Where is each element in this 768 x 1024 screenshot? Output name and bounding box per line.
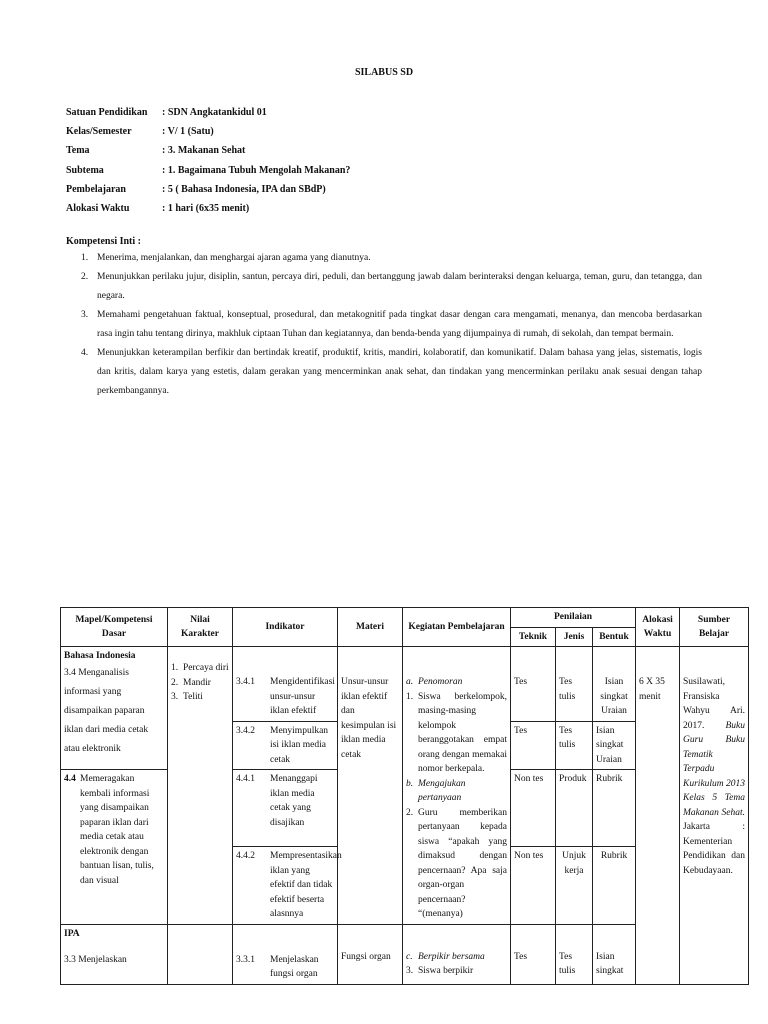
bentuk-cell: Isian singkat Uraian bbox=[593, 721, 636, 770]
list-number: 1. bbox=[171, 663, 179, 673]
table-header-row bbox=[61, 608, 749, 628]
list-number: 3.4.2 bbox=[236, 725, 255, 736]
header-sumber: Sumber Belajar bbox=[680, 608, 749, 647]
list-marker: a. bbox=[406, 677, 414, 687]
list-item bbox=[66, 268, 702, 306]
list-number: 2. bbox=[171, 677, 179, 688]
teknik-cell: Tes bbox=[511, 924, 556, 984]
indikator-cell bbox=[233, 847, 342, 925]
list-marker: b. bbox=[406, 778, 414, 789]
sumber-title: Buku Guru Buku Tematik Terpadu Kurikulum 2013 Kelas 5 Tema Makanan Sehat. bbox=[683, 720, 746, 818]
list-item bbox=[406, 964, 507, 979]
header-nilai: Nilai Karakter bbox=[168, 608, 233, 647]
document-title: SILABUS SD bbox=[354, 67, 414, 78]
list-item bbox=[236, 675, 334, 719]
list-text: Mengajukan pertanyaan bbox=[418, 778, 466, 803]
materi-cell: Unsur-unsur iklan efektif dan kesimpulan isi iklan media cetak bbox=[338, 647, 403, 925]
list-number: 3.3.1 bbox=[236, 954, 255, 965]
identity-label: Alokasi Waktu bbox=[66, 202, 130, 214]
list-item bbox=[66, 344, 702, 401]
list-item bbox=[64, 772, 164, 888]
list-item bbox=[406, 950, 507, 965]
header-teknik: Teknik bbox=[511, 627, 556, 647]
jenis-cell: Tes tulis bbox=[556, 647, 593, 722]
jenis-cell: Unjuk kerja bbox=[556, 847, 593, 925]
alokasi-cell: 6 X 35 menit bbox=[636, 647, 680, 985]
bentuk-cell: Isian singkat bbox=[593, 924, 636, 984]
list-text: Guru memberikan pertanyaan kepada siswa “apakah yang dimaksud dengan pencernaan? Apa saja organ-organ pencernaan? “(menanya) bbox=[418, 807, 507, 919]
kegiatan-cell bbox=[403, 924, 511, 984]
subject-title: Bahasa Indonesia bbox=[64, 651, 136, 661]
header-mapel: Mapel/Kompetensi Dasar bbox=[61, 608, 168, 647]
list-text: Siswa berkelompok, masing-masing kelompok beranggotakan empat orang dengan memakai nomor berkepala. bbox=[418, 691, 507, 774]
ipa-section-cell bbox=[61, 924, 168, 984]
list-number: 4.4.1 bbox=[236, 774, 255, 784]
list-item bbox=[171, 661, 229, 676]
kd-44-cell bbox=[61, 770, 168, 925]
bentuk-cell: Rubrik bbox=[593, 847, 636, 925]
page-edge bbox=[0, 1012, 768, 1024]
list-marker: c. bbox=[406, 951, 413, 962]
identity-label: Tema bbox=[66, 145, 90, 157]
indikator-cell bbox=[233, 647, 338, 722]
jenis-cell: Tes tulis bbox=[556, 721, 593, 770]
list-text: Mempresentasikan iklan yang efektif dan tidak efektif beserta alasnnya bbox=[270, 851, 342, 919]
header-bentuk: Bentuk bbox=[593, 627, 636, 647]
identity-value: : 5 ( Bahasa Indonesia, IPA dan SBdP) bbox=[162, 183, 326, 195]
list-item bbox=[236, 772, 334, 830]
teknik-cell: Tes bbox=[511, 721, 556, 770]
list-item bbox=[236, 953, 334, 982]
sumber-publisher: Jakarta : Kementerian Pendidikan dan Kebudayaan. bbox=[683, 822, 746, 876]
indikator-cell bbox=[233, 924, 338, 984]
identity-label: Kelas/Semester bbox=[66, 126, 132, 138]
identity-label: Subtema bbox=[66, 164, 104, 176]
list-marker: 1. bbox=[406, 691, 414, 702]
list-number: 2. bbox=[81, 272, 89, 282]
kompetensi-inti-list bbox=[66, 249, 702, 401]
header-penilaian: Penilaian bbox=[511, 608, 636, 628]
identity-value: : V/ 1 (Satu) bbox=[162, 126, 214, 138]
list-item bbox=[171, 690, 229, 705]
list-item bbox=[171, 676, 229, 691]
list-item bbox=[406, 777, 507, 806]
teknik-cell: Non tes bbox=[511, 847, 556, 925]
sumber-cell bbox=[680, 647, 749, 985]
list-text: Berpikir bersama bbox=[418, 951, 485, 962]
bentuk-cell: Rubrik bbox=[593, 770, 636, 847]
identity-value: : 1. Bagaimana Tubuh Mengolah Makanan? bbox=[162, 164, 351, 176]
header-alokasi: Alokasi Waktu bbox=[636, 608, 680, 647]
list-item bbox=[66, 249, 702, 268]
list-text: Menjelaskan fungsi organ bbox=[270, 954, 319, 979]
kd-34-cell bbox=[61, 647, 168, 770]
list-number: 3. bbox=[81, 310, 89, 320]
nilai-karakter-cell bbox=[168, 924, 233, 984]
list-text: Mengidentifikasi unsur-unsur iklan efektif bbox=[270, 677, 335, 716]
materi-cell: Fungsi organ bbox=[338, 924, 403, 984]
list-text: Percaya diri bbox=[183, 663, 229, 673]
indikator-cell bbox=[233, 721, 338, 770]
bentuk-cell: Isian singkat Uraian bbox=[593, 647, 636, 722]
jenis-cell: Tes tulis bbox=[556, 924, 593, 984]
list-text: Memahami pengetahuan faktual, konseptual, prosedural, dan metakognitif pada tingkat dasar dengan cara mengamati, menanya, dan mencoba berdasarkan rasa ingin tahu tentang dirinya, makhluk ciptaan Tuhan dan kegiatannya, dan benda-benda yang dijumpainya di rumah, di sekolah, dan tempat bermain. bbox=[97, 310, 702, 339]
identity-value: : 3. Makanan Sehat bbox=[162, 145, 246, 157]
list-text: Memeragakan kembali informasi yang disampaikan paparan iklan dari media cetak atau elektronik dengan bantuan lisan, tulis, dan visual bbox=[80, 774, 154, 886]
teknik-cell: Tes bbox=[511, 647, 556, 722]
list-number: 4.4 bbox=[64, 774, 76, 784]
kd-text: 3.3 Menjelaskan bbox=[64, 955, 127, 965]
syllabus-table bbox=[60, 607, 749, 985]
list-text: Siswa berpikir bbox=[418, 966, 474, 976]
list-item bbox=[406, 806, 507, 922]
kd-text: 3.4 Menganalisis informasi yang disampaikan paparan iklan dari media cetak atau elektronik bbox=[64, 667, 149, 754]
jenis-cell: Produk bbox=[556, 770, 593, 847]
list-text: Menunjukkan perilaku jujur, disiplin, santun, percaya diri, peduli, dan bertanggung jawab dalam berinteraksi dengan keluarga, teman, guru, dan tetangga, dan negara. bbox=[97, 272, 702, 301]
kegiatan-cell bbox=[403, 647, 511, 925]
list-text: Menyimpulkan isi iklan media cetak bbox=[270, 725, 329, 765]
header-materi: Materi bbox=[338, 608, 403, 647]
nilai-karakter-cell bbox=[168, 647, 233, 925]
list-item bbox=[66, 306, 702, 344]
identity-label: Pembelajaran bbox=[66, 183, 126, 195]
header-kegiatan: Kegiatan Pembelajaran bbox=[403, 608, 511, 647]
list-marker: 3. bbox=[406, 966, 414, 976]
header-indikator: Indikator bbox=[233, 608, 338, 647]
table-row bbox=[61, 647, 749, 722]
list-number: 3.4.1 bbox=[236, 677, 255, 687]
header-jenis: Jenis bbox=[556, 627, 593, 647]
indikator-cell bbox=[233, 770, 338, 847]
list-text: Menerima, menjalankan, dan menghargai ajaran agama yang dianutnya. bbox=[97, 253, 371, 263]
subject-title: IPA bbox=[64, 928, 80, 939]
list-marker: 2. bbox=[406, 807, 414, 818]
sumber-author: Susilawati, Fransiska Wahyu Ari. 2017. bbox=[683, 677, 746, 731]
kompetensi-inti-title: Kompetensi Inti : bbox=[66, 236, 141, 247]
list-number: 4. bbox=[81, 348, 89, 358]
identity-value: : 1 hari (6x35 menit) bbox=[162, 202, 250, 214]
list-number: 4.4.2 bbox=[236, 851, 255, 861]
list-text: Penomoran bbox=[418, 677, 463, 687]
list-text: Mandir bbox=[183, 677, 211, 688]
list-text: Menanggapi iklan media cetak yang disajikan bbox=[270, 774, 318, 828]
list-text: Menunjukkan keterampilan berfikir dan bertindak kreatif, produktif, kritis, mandiri, kolaboratif, dan komunikatif. Dalam bahasa yang jelas, sistematis, logis dan kritis, dalam karya yang estetis, dalam gerakan yang mencerminkan anak sehat, dan tindakan yang mencerminkan perilaku anak sesuai dengan tahap perkembangannya. bbox=[97, 348, 702, 396]
identity-value: : SDN Angkatankidul 01 bbox=[162, 107, 267, 118]
list-item bbox=[236, 724, 334, 768]
list-number: 3. bbox=[171, 692, 179, 702]
list-text: Teliti bbox=[183, 692, 203, 702]
list-item bbox=[236, 849, 342, 922]
identity-label: Satuan Pendidikan bbox=[66, 107, 148, 118]
list-item bbox=[406, 675, 507, 690]
list-number: 1. bbox=[81, 253, 89, 263]
list-item bbox=[406, 690, 507, 777]
teknik-cell: Non tes bbox=[511, 770, 556, 847]
